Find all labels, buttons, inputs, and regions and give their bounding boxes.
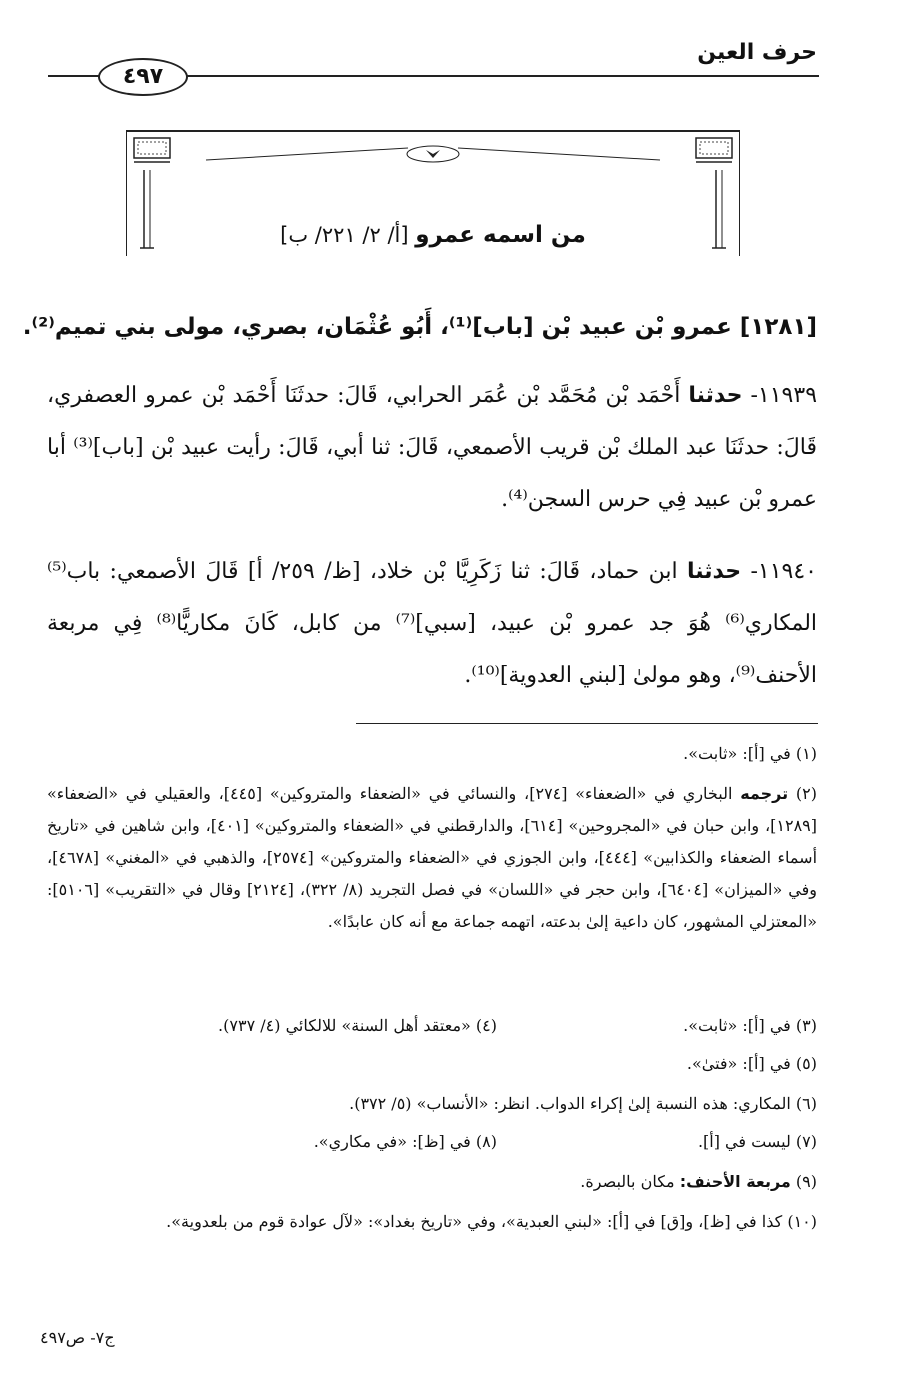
footnote-1 bbox=[683, 738, 817, 770]
footnote-7 bbox=[698, 1126, 817, 1158]
footnote-text: «معتقد أهل السنة» للالكائي (٤/ ٧٣٧). bbox=[218, 1016, 471, 1035]
section-title-frame bbox=[126, 130, 740, 256]
footnote-number: (١٠) bbox=[787, 1212, 817, 1231]
footnote-number: (٤) bbox=[475, 1016, 497, 1035]
entry-heading: [١٢٨١] عمرو بْن عبيد بْن [باب]⁽¹⁾، أَبُو عُثْمَان، بصري، مولى بني تميم⁽²⁾. bbox=[22, 314, 817, 340]
footnote-number: (٧) bbox=[795, 1132, 817, 1151]
footnote-number: (١) bbox=[795, 744, 817, 763]
footnote-text: كذا في [ظ]، و[ق] في [أ]: «لبني العبدية»، وفي «تاريخ بغداد»: «لآل عوادة قوم من بلعدوية». bbox=[166, 1212, 783, 1231]
running-head: حرف العين bbox=[697, 40, 817, 65]
footnote-text: في [أ]: «ثابت». bbox=[683, 1016, 791, 1035]
footnote-bold-term: مربعة الأحنف: bbox=[679, 1172, 791, 1191]
footnote-number: (٢) bbox=[795, 784, 817, 803]
footnote-text: مكان بالبصرة. bbox=[580, 1172, 675, 1191]
hadith-11940 bbox=[47, 546, 817, 702]
footnote-6 bbox=[349, 1088, 817, 1120]
footnote-text: المكاري: هذه النسبة إلىٰ إكراء الدواب. انظر: «الأنساب» (٥/ ٣٧٢). bbox=[349, 1094, 791, 1113]
section-title-main: من اسمه عمرو bbox=[415, 222, 586, 248]
page-number-badge: ٤٩٧ bbox=[98, 58, 188, 96]
footnote-3 bbox=[683, 1010, 817, 1042]
footnote-2 bbox=[47, 778, 817, 938]
footnote-5 bbox=[687, 1048, 817, 1080]
hadith-text: أَحْمَد بْن مُحَمَّد بْن عُمَر الحرابي، قَالَ: حدثَنَا أَحْمَد بْن عمرو العصفري، قَالَ: حدثَنَا عبد الملك بْن قريب الأصمعي، قَالَ: ثنا أبي، قَالَ: رأيت عبيد بْن [باب]⁽³⁾ أبا عمرو بْن عبيد فِي حرس السجن⁽⁴⁾. bbox=[47, 383, 817, 512]
footnote-number: (٩) bbox=[795, 1172, 817, 1191]
section-title-reference: [أ/ ٢/ ٢٢١/ ب] bbox=[280, 223, 409, 247]
hadith-11939 bbox=[47, 370, 817, 526]
hadith-lead: حدثنا bbox=[688, 383, 743, 408]
footnote-text: في [أ]: «ثابت». bbox=[683, 744, 791, 763]
footnote-number: (٥) bbox=[795, 1054, 817, 1073]
footnote-10 bbox=[166, 1206, 817, 1238]
footnote-bold-term: ترجمه bbox=[740, 784, 789, 803]
page-footer: ج٧- ص٤٩٧ bbox=[40, 1328, 115, 1347]
footnotes-rule bbox=[356, 723, 818, 724]
footnote-8 bbox=[314, 1126, 497, 1158]
hadith-text: ابن حماد، قَالَ: ثنا زَكَرِيَّا بْن خلاد، [ظ/ ٢٥٩/ أ] قَالَ الأصمعي: باب⁽⁵⁾ المكاري⁽⁶⁾ هُوَ جد عمرو بْن عبيد، [سبي]⁽⁷⁾ من كابل، كَانَ مكاريًّا⁽⁸⁾ فِي مربعة الأحنف⁽⁹⁾، وهو مولىٰ [لبني العدوية]⁽¹⁰⁾. bbox=[47, 559, 818, 688]
footnote-text: في [أ]: «فتىٰ». bbox=[686, 1054, 791, 1073]
hadith-number: ١١٩٤٠- bbox=[750, 559, 817, 584]
hadith-lead: حدثنا bbox=[687, 559, 742, 584]
footnote-text: ليست في [أ]. bbox=[697, 1132, 791, 1151]
footnote-text: في [ظ]: «في مكاري». bbox=[313, 1132, 471, 1151]
footnote-number: (٣) bbox=[795, 1016, 817, 1035]
footnote-9 bbox=[580, 1166, 817, 1198]
footnote-text: البخاري في «الضعفاء» [٢٧٤]، والنسائي في «الضعفاء والمتروكين» [٤٤٥]، والعقيلي في «الضعفاء» [١٢٨٩]، وابن حبان في «المجروحين» [٦١٤]، والدارقطني في «الضعفاء والمتروكين» [٤٠١]، وابن شاهين في «تاريخ أسماء الضعفاء والكذابين» [٤٤٤]، وابن الجوزي في «الضعفاء والمتروكين» [٢٥٧٤]، والذهبي في «المغني» [٤٦٧٨]، وفي «الميزان» [٦٤٠٤]، وابن حجر في «اللسان» في فصل التجريد (٨/ ٣٢٢)، [٢١٢٤] وقال في «التقريب» [٥١٠٦]: «المعتزلي المشهور، كان داعية إلىٰ بدعته، اتهمه جماعة مع أنه كان عابدًا». bbox=[47, 784, 818, 931]
section-title bbox=[126, 222, 740, 248]
hadith-number: ١١٩٣٩- bbox=[750, 383, 818, 408]
footnote-number: (٦) bbox=[795, 1094, 817, 1113]
footnote-4 bbox=[218, 1010, 497, 1042]
footnote-number: (٨) bbox=[475, 1132, 497, 1151]
